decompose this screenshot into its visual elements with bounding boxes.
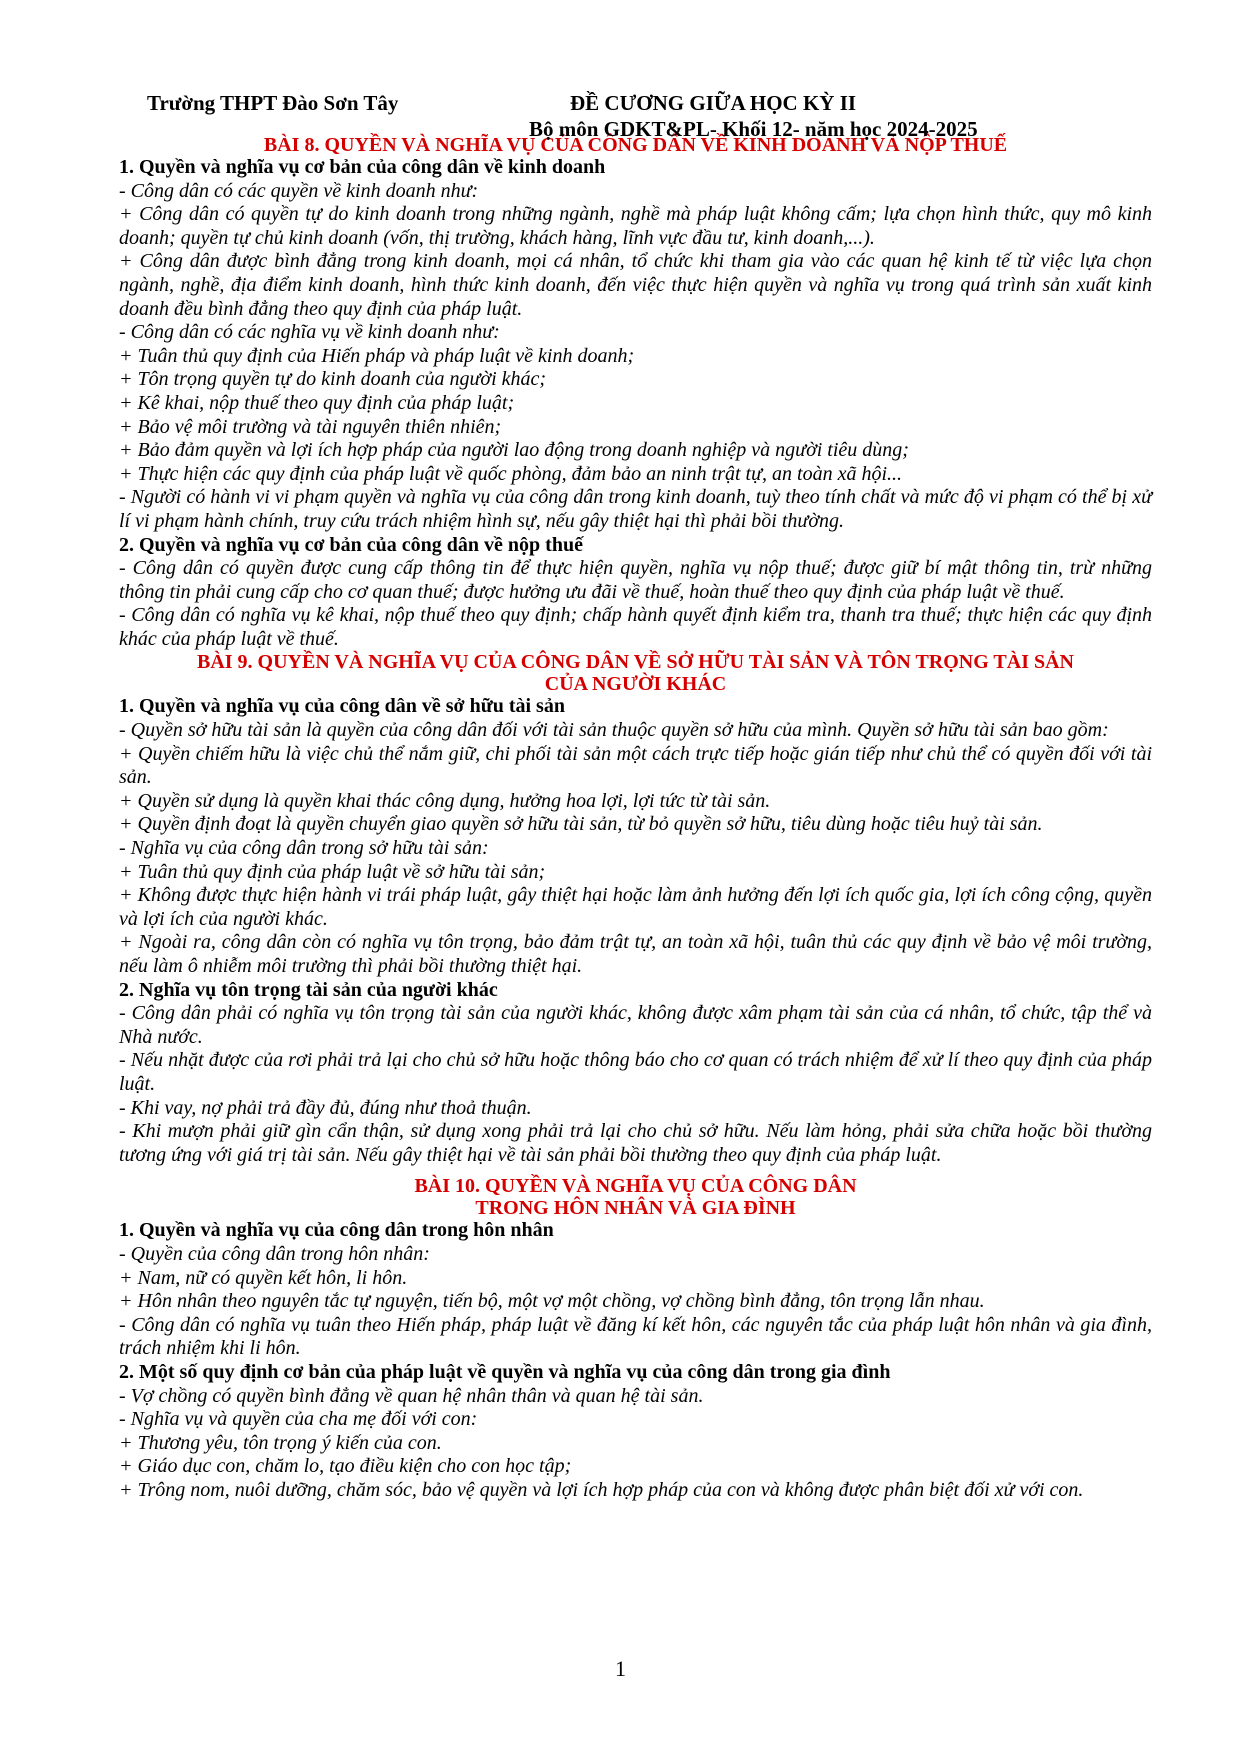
paragraph: + Nam, nữ có quyền kết hôn, li hôn. bbox=[119, 1266, 408, 1289]
section-heading: 2. Quyền và nghĩa vụ cơ bản của công dân về nộp thuế bbox=[119, 533, 583, 556]
paragraph: - Công dân có các nghĩa vụ về kinh doanh như: bbox=[119, 321, 500, 344]
lesson-9-title: BÀI 9. QUYỀN VÀ NGHĨA VỤ CỦA CÔNG DÂN VỀ SỞ HỮU TÀI SẢN VÀ TÔN TRỌNG TÀI SẢN bbox=[196, 651, 1074, 674]
paragraph: + Giáo dục con, chăm lo, tạo điều kiện cho con học tập; bbox=[119, 1455, 572, 1478]
paragraph: + Thực hiện các quy định của pháp luật về quốc phòng, đảm bảo an ninh trật tự, an toàn xã hội... bbox=[119, 462, 902, 485]
paragraph: - Nếu nhặt được của rơi phải trả lại cho chủ sở hữu hoặc thông báo cho cơ quan có trách nhiệm để xử lí theo quy định của pháp luật. bbox=[119, 1049, 1152, 1095]
section-heading: 1. Quyền và nghĩa vụ cơ bản của công dân về kinh doanh bbox=[119, 156, 606, 178]
paragraph: + Công dân có quyền tự do kinh doanh trong những ngành, nghề mà pháp luật không cấm; lựa chọn hình thức, quy mô kinh doanh; quyền tự chủ kinh doanh (vốn, thị trường, khách hàng, lĩnh vực đầu tư, kinh doanh,...). bbox=[119, 203, 1152, 249]
paragraph: + Bảo vệ môi trường và tài nguyên thiên nhiên; bbox=[119, 415, 502, 438]
paragraph: + Tuân thủ quy định của Hiến pháp và pháp luật về kinh doanh; bbox=[119, 344, 635, 367]
paragraph: - Quyền sở hữu tài sản là quyền của công dân đối với tài sản thuộc quyền sở hữu của mình. Quyền sở hữu tài sản bao gồm: bbox=[119, 719, 1109, 742]
paragraph: - Quyền của công dân trong hôn nhân: bbox=[119, 1242, 430, 1265]
paragraph: - Công dân phải có nghĩa vụ tôn trọng tài sản của người khác, không được xâm phạm tài sản của cá nhân, tổ chức, tập thể và Nhà nước. bbox=[119, 1002, 1152, 1048]
paragraph: - Công dân có quyền được cung cấp thông tin để thực hiện quyền, nghĩa vụ nộp thuế; được giữ bí mật thông tin, trừ những thông tin phải cung cấp cho cơ quan thuế; được hưởng ưu đãi về thuế, hoàn thuế theo quy định của pháp luật về thuế. bbox=[119, 557, 1152, 603]
lesson-8-title: BÀI 8. QUYỀN VÀ NGHĨA VỤ CỦA CÔNG DÂN VỀ KINH DOANH VÀ NỘP THUẾ bbox=[263, 134, 1008, 156]
school-name: Trường THPT Đào Sơn Tây bbox=[147, 91, 399, 115]
paragraph: + Thương yêu, tôn trọng ý kiến của con. bbox=[119, 1431, 442, 1454]
paragraph: + Công dân được bình đẳng trong kinh doanh, mọi cá nhân, tổ chức khi tham gia vào các quan hệ kinh tế từ việc lựa chọn ngành, nghề, địa điểm kinh doanh, hình thức kinh doanh, đến việc thực hiện quyền và nghĩa vụ trong quá trình sản xuất kinh doanh đều bình đẳng theo quy định của pháp luật. bbox=[119, 250, 1152, 320]
paragraph: - Khi vay, nợ phải trả đầy đủ, đúng như thoả thuận. bbox=[119, 1096, 532, 1119]
paragraph: - Nghĩa vụ và quyền của cha mẹ đối với con: bbox=[119, 1408, 478, 1431]
paragraph: - Người có hành vi vi phạm quyền và nghĩa vụ của công dân trong kinh doanh, tuỳ theo tính chất và mức độ vi phạm có thể bị xử lí vi phạm hành chính, truy cứu trách nhiệm hình sự, nếu gây thiệt hại thì phải bồi thường. bbox=[119, 486, 1152, 532]
paragraph: - Nghĩa vụ của công dân trong sở hữu tài sản: bbox=[119, 837, 489, 860]
paragraph: + Tôn trọng quyền tự do kinh doanh của người khác; bbox=[119, 368, 547, 391]
page-number: 1 bbox=[615, 1656, 626, 1681]
paragraph: - Công dân có các quyền về kinh doanh như: bbox=[119, 179, 479, 202]
paragraph: + Không được thực hiện hành vi trái pháp luật, gây thiệt hại hoặc làm ảnh hưởng đến lợi ích quốc gia, lợi ích công cộng, quyền và lợi ích của người khác. bbox=[119, 884, 1152, 930]
document-header bbox=[119, 86, 1152, 141]
paragraph: + Trông nom, nuôi dưỡng, chăm sóc, bảo vệ quyền và lợi ích hợp pháp của con và không được phân biệt đối xử với con. bbox=[119, 1478, 1084, 1501]
document-subtitle: Bộ môn GDKT&PL- Khối 12- năm học 2024-2025 bbox=[529, 117, 978, 141]
paragraph: + Kê khai, nộp thuế theo quy định của pháp luật; bbox=[119, 391, 515, 414]
lesson-9-title-cont: CỦA NGƯỜI KHÁC bbox=[544, 673, 727, 696]
section-heading: 1. Quyền và nghĩa vụ của công dân trong hôn nhân bbox=[119, 1219, 554, 1242]
paragraph: + Quyền sử dụng là quyền khai thác công dụng, hưởng hoa lợi, lợi tức từ tài sản. bbox=[119, 789, 771, 812]
paragraph: + Hôn nhân theo nguyên tắc tự nguyện, tiến bộ, một vợ một chồng, vợ chồng bình đẳng, tôn trọng lẫn nhau. bbox=[119, 1290, 985, 1313]
paragraph: - Công dân có nghĩa vụ kê khai, nộp thuế theo quy định; chấp hành quyết định kiểm tra, thanh tra thuế; thực hiện các quy định khác của pháp luật về thuế. bbox=[119, 604, 1152, 650]
paragraph: - Công dân có nghĩa vụ tuân theo Hiến pháp, pháp luật về đăng kí kết hôn, các nguyên tắc của pháp luật hôn nhân và gia đình, trách nhiệm khi li hôn. bbox=[119, 1313, 1152, 1360]
section-heading: 2. Một số quy định cơ bản của pháp luật về quyền và nghĩa vụ của công dân trong gia đình bbox=[119, 1360, 891, 1383]
section-heading: 1. Quyền và nghĩa vụ của công dân về sở hữu tài sản bbox=[119, 695, 565, 718]
lesson-10-title-cont: TRONG HÔN NHÂN VÀ GIA ĐÌNH bbox=[475, 1197, 796, 1220]
paragraph: - Khi mượn phải giữ gìn cẩn thận, sử dụng xong phải trả lại cho chủ sở hữu. Nếu làm hỏng, phải sửa chữa hoặc bồi thường tương ứng với giá trị tài sản. Nếu gây thiệt hại về tài sản phải bồi thường theo quy định của pháp luật. bbox=[119, 1120, 1152, 1166]
document-title: ĐỀ CƯƠNG GIỮA HỌC KỲ II bbox=[570, 91, 857, 115]
paragraph: + Quyền chiếm hữu là việc chủ thể nắm giữ, chi phối tài sản một cách trực tiếp hoặc gián tiếp như chủ thể có quyền đối với tài sản. bbox=[119, 742, 1152, 789]
lesson-10-title: BÀI 10. QUYỀN VÀ NGHĨA VỤ CỦA CÔNG DÂN bbox=[414, 1175, 857, 1198]
document-page bbox=[119, 86, 1152, 1502]
paragraph: + Tuân thủ quy định của pháp luật về sở hữu tài sản; bbox=[119, 860, 546, 883]
section-heading: 2. Nghĩa vụ tôn trọng tài sản của người khác bbox=[119, 978, 498, 1001]
paragraph: + Quyền định đoạt là quyền chuyển giao quyền sở hữu tài sản, từ bỏ quyền sở hữu, tiêu dùng hoặc tiêu huỷ tài sản. bbox=[119, 813, 1043, 836]
paragraph: + Bảo đảm quyền và lợi ích hợp pháp của người lao động trong doanh nghiệp và người tiêu dùng; bbox=[119, 439, 909, 462]
paragraph: - Vợ chồng có quyền bình đẳng về quan hệ nhân thân và quan hệ tài sản. bbox=[119, 1384, 704, 1407]
paragraph: + Ngoài ra, công dân còn có nghĩa vụ tôn trọng, bảo đảm trật tự, an toàn xã hội, tuân thủ các quy định về bảo vệ môi trường, nếu làm ô nhiễm môi trường thì phải bồi thường thiệt hại. bbox=[119, 931, 1152, 977]
